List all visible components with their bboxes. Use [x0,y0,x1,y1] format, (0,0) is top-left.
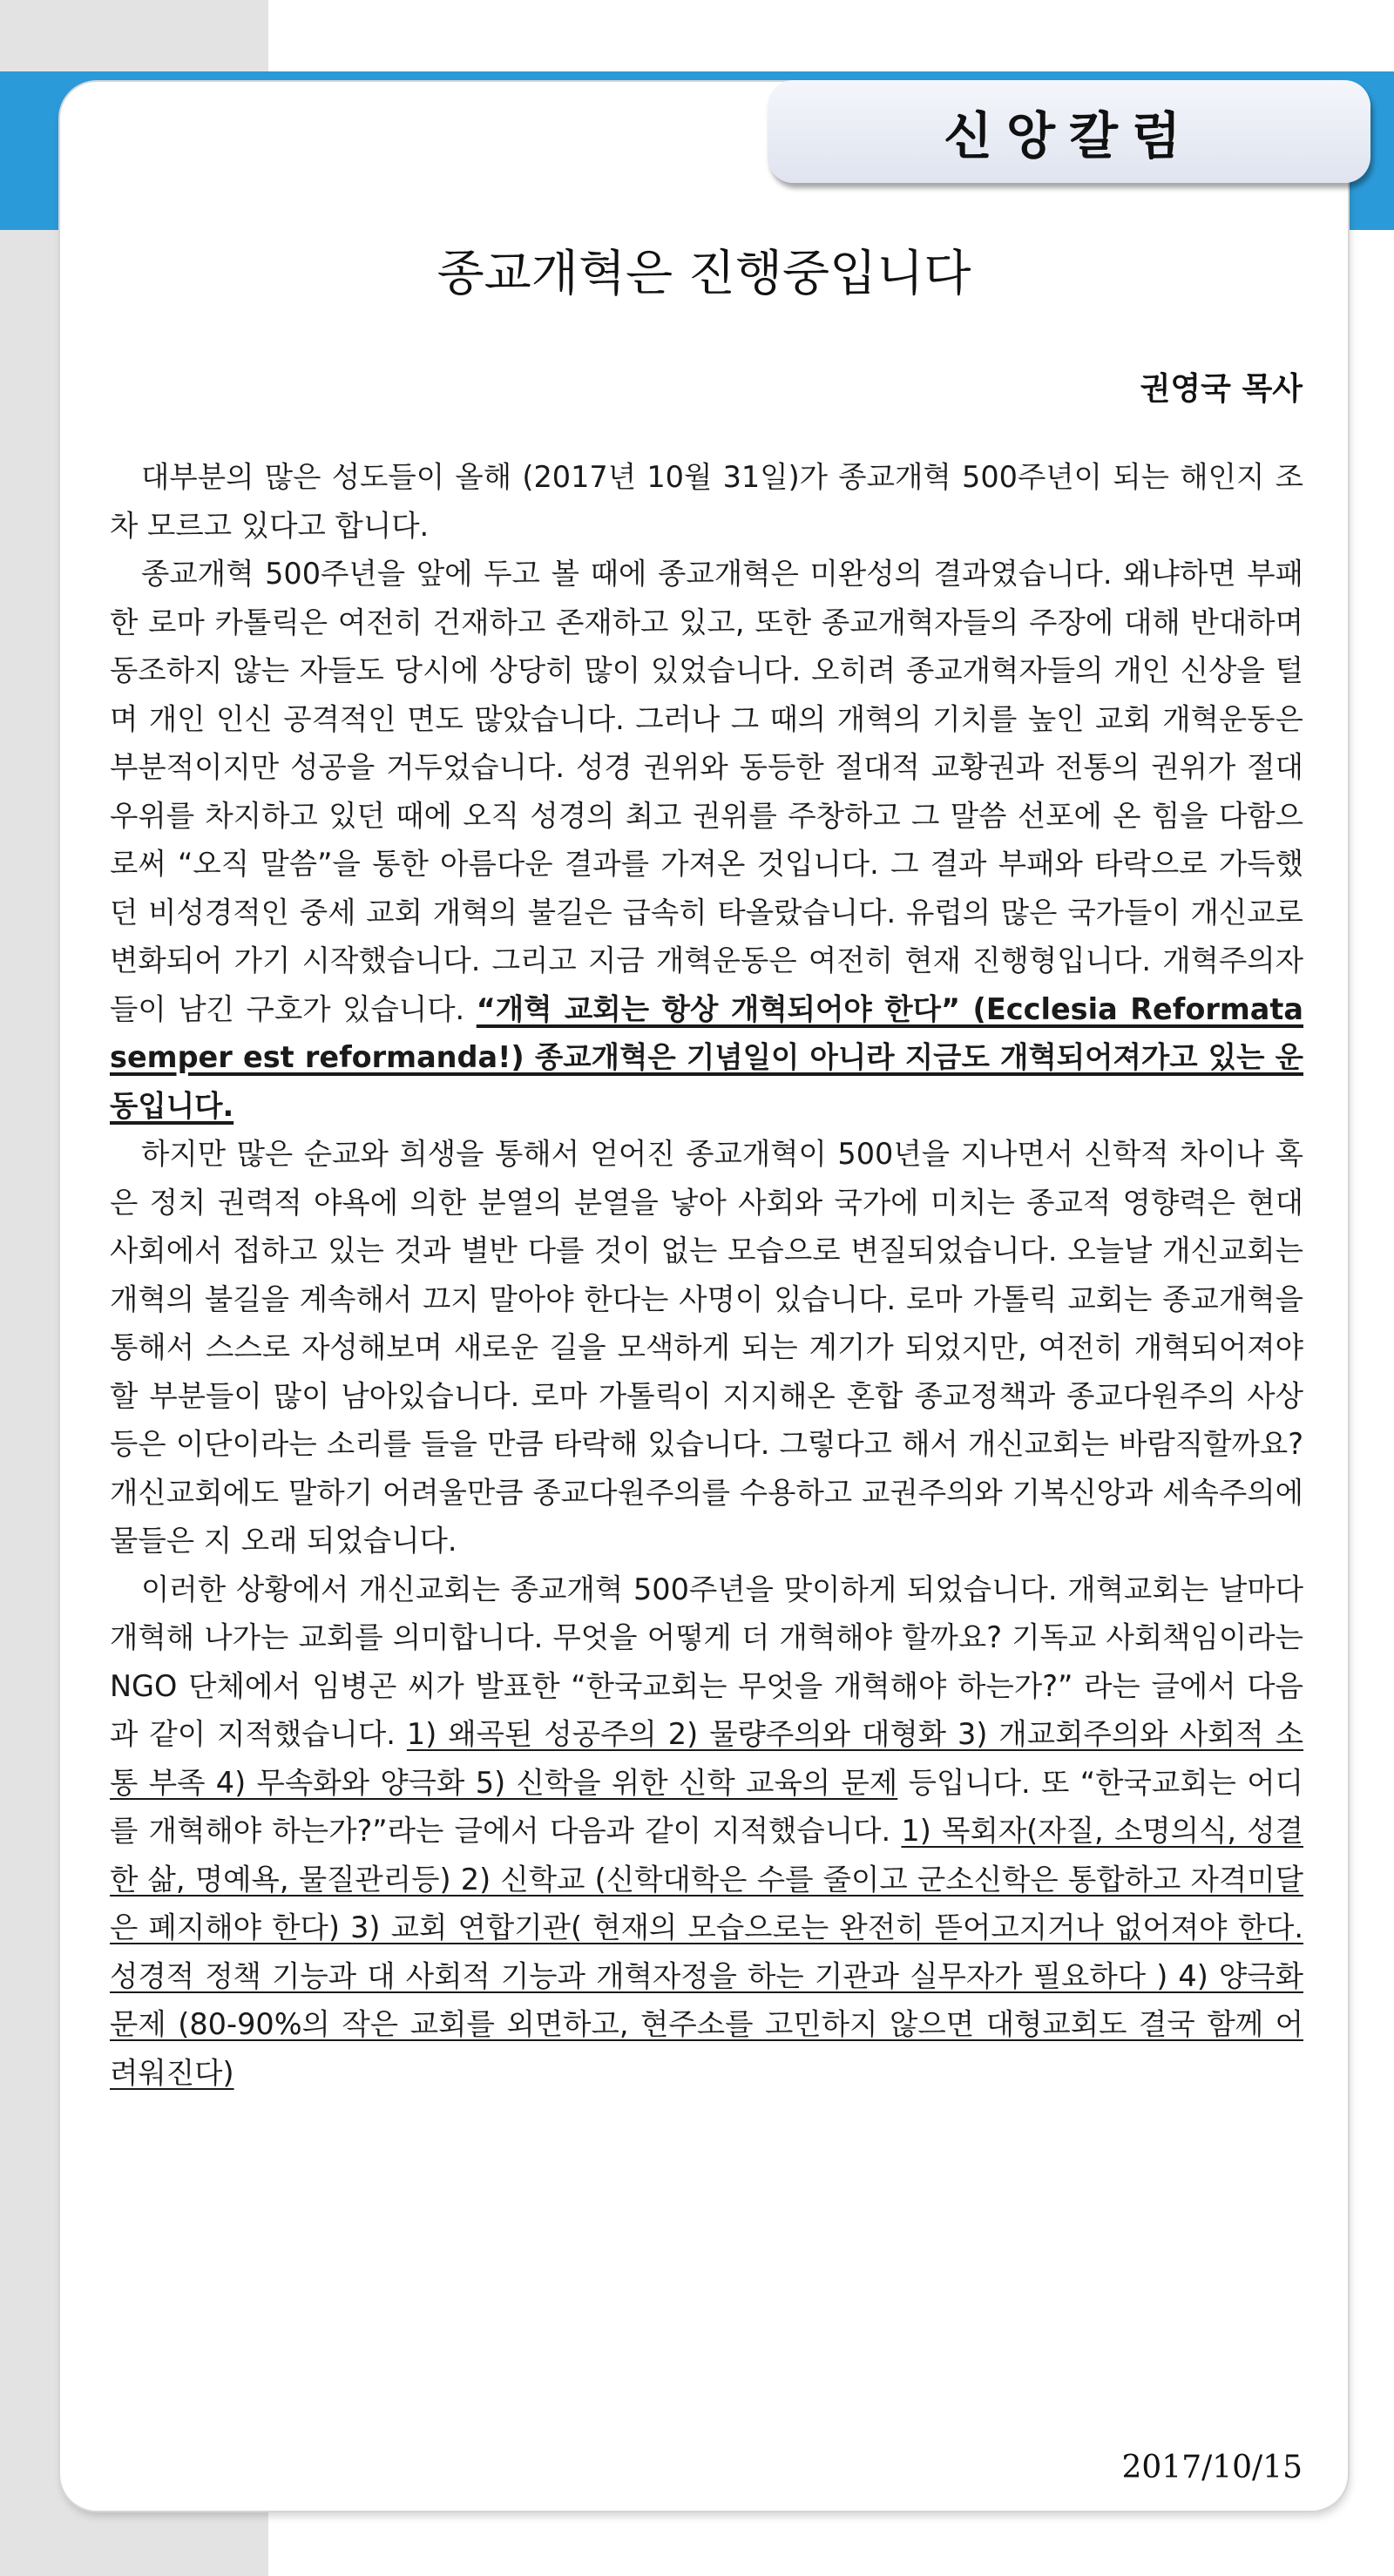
article-date: 2017/10/15 [1121,2450,1303,2485]
paragraph-text: 하지만 많은 순교와 희생을 통해서 얻어진 종교개혁이 500년을 지나면서 신학적 차이나 혹은 정치 권력적 야욕에 의한 분열의 분열을 낳아 사회와 국가에 미치는 종교적 영향력은 현대 사회에서 접하고 있는 것과 별반 다를 것이 없는 모습으로 변질되었습니다. 오늘날 개신교회는 개혁의 불길을 계속해서 끄지 말아야 한다는 사명이 있습니다. 로마 가톨릭 교회는 종교개혁을 통해서 스스로 자성해보며 새로운 길을 모색하게 되는 계기가 되었지만, 여전히 개혁되어져야할 부분들이 많이 남아있습니다. 로마 가톨릭이 지지해온 혼합 종교정책과 종교다원주의 사상 등은 이단이라는 소리를 들을 만큼 타락해 있습니다. 그렇다고 해서 개신교회는 바람직할까요? 개신교회에도 말하기 어려울만큼 종교다원주의를 수용하고 교권주의와 기복신앙과 세속주의에 물들은 지 오래 되었습니다. [110,1137,1303,1558]
paragraph-text: 이러한 상황에서 개신교회는 종교개혁 500주년을 맞이하게 되었습니다. 개혁교회는 날마다 개혁해 나가는 교회를 의미합니다. 무엇을 어떻게 더 개혁해야 할까요? 기독교 사회책임이라는 NGO 단체에서 임병곤 씨가 발표한 “한국교회는 무엇을 개혁해야 하는가?” 라는 글에서 다음과 같이 지적했습니다. [110,1572,1303,1751]
underlined-list: 1) 목회자(자질, 소명의식, 성결한 삶, 명예욕, 물질관리등) 2) 신학교 (신학대학은 수를 줄이고 군소신학은 통합하고 자격미달은 폐지해야 한다) 3) 교회 연합기관( 현재의 모습으로는 완전히 뜯어고지거나 없어져야 한다. 성경적 정책 기능과 대 사회적 기능과 개혁자정을 하는 기관과 실무자가 필요하다 ) 4) 양극화문제 (80-90%의 작은 교회를 외면하고, 현주소를 고민하지 않으면 대형교회도 결국 함께 어려워진다) [110,1814,1303,2090]
article-title: 종교개혁은 진행중입니다 [436,246,971,302]
paragraph-text: 대부분의 많은 성도들이 올해 (2017년 10월 31일)가 종교개혁 500주년이 되는 해인지 조차 모르고 있다고 합니다. [110,460,1303,543]
article-paragraph [110,453,1303,550]
article-body [110,453,1303,2097]
article-paragraph [110,1130,1303,1565]
paragraph-text: 등입니다. 또 “한국교회는 어디를 개혁해야 하는가?”라는 글에서 다음과 같이 지적했습니다. [110,1765,1303,1848]
paragraph-text: 종교개혁 500주년을 앞에 두고 볼 때에 종교개혁은 미완성의 결과였습니다. 왜냐하면 부패한 로마 카톨릭은 여전히 건재하고 존재하고 있고, 또한 종교개혁자들의 주장에 대해 반대하며 동조하지 않는 자들도 당시에 상당히 많이 있었습니다. 오히려 종교개혁자들의 개인 신상을 털며 개인 인신 공격적인 면도 많았습니다. 그러나 그 때의 개혁의 기치를 높인 교회 개혁운동은 부분적이지만 성공을 거두었습니다. 성경 권위와 동등한 절대적 교황권과 전통의 권위가 절대 우위를 차지하고 있던 때에 오직 성경의 최고 권위를 주창하고 그 말씀 선포에 온 힘을 다함으로써 “오직 말씀”을 통한 아름다운 결과를 가져온 것입니다. 그 결과 부패와 타락으로 가득했던 비성경적인 중세 교회 개혁의 불길은 급속히 타올랐습니다. 유럽의 많은 국가들이 개신교로 변화되어 가기 시작했습니다. 그리고 지금 개혁운동은 여전히 현재 진행형입니다. 개혁주의자들이 남긴 구호가 있습니다. [110,557,1303,1026]
column-header-tab [768,80,1370,183]
article-paragraph [110,1565,1303,2098]
article-author: 권영국 목사 [1140,371,1303,407]
emphasized-motto: “개혁 교회는 항상 개혁되어야 한다” (Ecclesia Reformata semper est reformanda!) 종교개혁은 기념일이 아니라 지금도 개혁되어져가고 있는 운동입니다. [110,991,1304,1123]
column-header-label: 신앙칼럼 [943,106,1195,166]
article-paragraph [110,550,1303,1130]
underlined-list: 1) 왜곡된 성공주의 2) 물량주의와 대형화 3) 개교회주의와 사회적 소통 부족 4) 무속화와 양극화 5) 신학을 위한 신학 교육의 문제 [110,1717,1304,1800]
